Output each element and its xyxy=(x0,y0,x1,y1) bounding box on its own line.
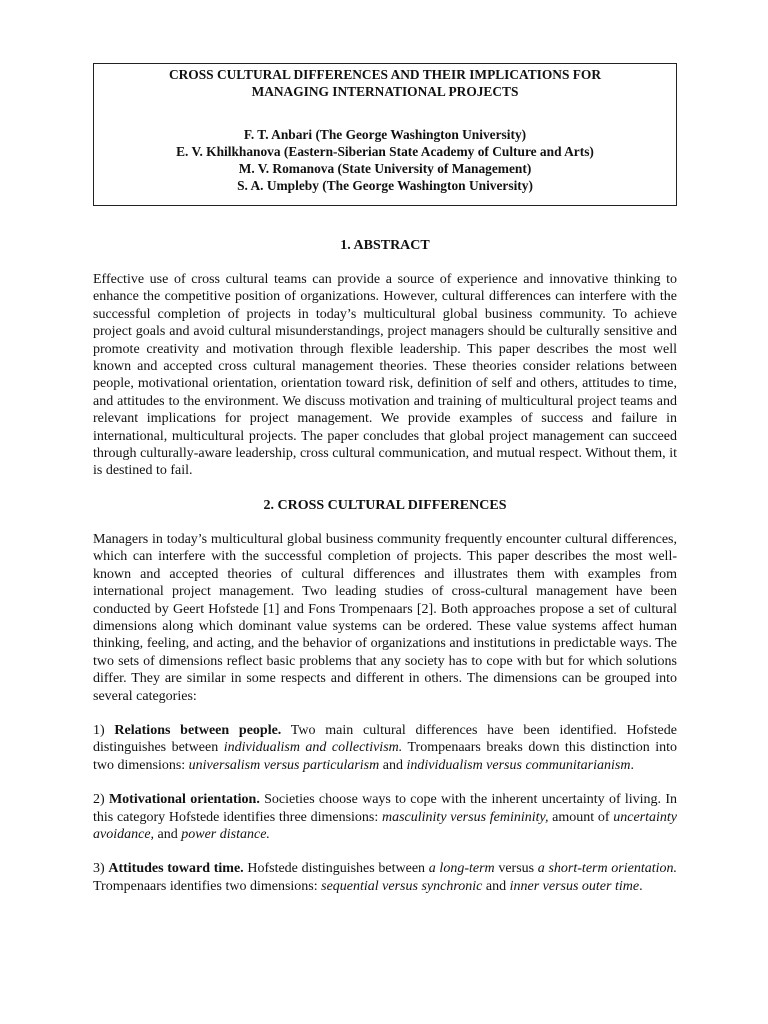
item-italic-term: a long-term xyxy=(428,861,495,877)
paper-title-line-2: MANAGING INTERNATIONAL PROJECTS xyxy=(251,84,519,99)
item-text: Societies choose ways to cope with the inherent uncertainty of living. In this category Hofstede identifies three dimensions: xyxy=(93,792,677,825)
item-italic-term: individualism versus communitarianism xyxy=(406,757,631,773)
item-italic-term: inner versus outer time xyxy=(509,878,640,894)
item-title: Motivational orientation. xyxy=(108,792,260,808)
category-item-time xyxy=(93,860,677,895)
document-page xyxy=(93,63,677,895)
item-number: 3) xyxy=(93,861,109,877)
category-item-motivation xyxy=(93,791,677,843)
item-italic-term: uncertainty avoidance, xyxy=(93,809,678,842)
item-text: Hofstede distinguishes between xyxy=(243,861,429,877)
author-line: E. V. Khilkhanova (Eastern-Siberian State Academy of Culture and Arts) xyxy=(176,144,594,159)
author-line: M. V. Romanova (State University of Management) xyxy=(238,161,532,176)
item-text: amount of xyxy=(548,809,614,825)
title-block xyxy=(93,63,677,206)
item-italic-term: power distance. xyxy=(181,826,270,842)
paper-title-line-1: CROSS CULTURAL DIFFERENCES AND THEIR IMPLICATIONS FOR xyxy=(168,67,602,82)
item-title: Relations between people. xyxy=(114,722,282,738)
item-text: Trompenaars identifies two dimensions: xyxy=(93,878,322,894)
item-italic-term: masculinity versus femininity, xyxy=(381,809,549,825)
section-heading: 2. CROSS CULTURAL DIFFERENCES xyxy=(263,497,507,513)
item-number: 2) xyxy=(93,792,109,808)
author-line: F. T. Anbari (The George Washington University) xyxy=(243,127,527,142)
item-title: Attitudes toward time. xyxy=(108,861,244,877)
item-text: . xyxy=(630,757,634,773)
item-text: Trompenaars breaks down this distinction into two dimensions: xyxy=(93,740,677,773)
section-intro-paragraph: Managers in today’s multicultural global business community frequently encounter cultural differences, which can interfere with the successful completion of projects. This paper describes the most well-known and accepted theories of cultural differences and illustrates them with examples from international project management. Two leading studies of cross-cultural management have been conducted by Geert Hofstede [1] and Fons Trompenaars [2]. Both approaches propose a set of cultural dimensions along which dominant value systems can be ordered. These value systems affect human thinking, feeling, and acting, and the behavior of organizations and institutions in predictable ways. The two sets of dimensions reflect basic problems that any society has to cope with but for which solutions differ. They are similar in some respects and different in others. The dimensions can be grouped into several categories: xyxy=(93,531,677,704)
abstract-heading: 1. ABSTRACT xyxy=(340,238,430,253)
item-italic-term: sequential versus synchronic xyxy=(321,878,483,894)
item-text: and xyxy=(379,757,407,773)
item-italic-term: universalism versus particularism xyxy=(188,757,380,773)
item-italic-term: individualism and collectivism. xyxy=(223,740,403,756)
item-text: and xyxy=(154,826,182,842)
item-text: Two main cultural differences have been identified. Hofstede distinguishes between xyxy=(93,722,677,756)
author-line: S. A. Umpleby (The George Washington University) xyxy=(237,178,533,193)
item-italic-term: a short-term orientation. xyxy=(537,861,678,877)
category-item-relations xyxy=(93,722,677,774)
item-text: . xyxy=(639,878,643,894)
item-text: and xyxy=(482,878,510,894)
item-number: 1) xyxy=(93,722,115,738)
abstract-paragraph: Effective use of cross cultural teams can provide a source of experience and innovative thinking to enhance the competitive position of organizations. However, cultural differences can interfere with the successful completion of projects in today’s multicultural global business community. To achieve project goals and avoid cultural misunderstandings, project managers should be culturally sensitive and promote creativity and motivation through flexible leadership. This paper describes the most well known and accepted cross cultural management theories. These theories consider relations between people, motivational orientation, orientation toward risk, definition of self and others, attitudes to time, and attitudes to the environment. We discuss motivation and training of multicultural project teams and relevant implications for project management. We provide examples of success and failure in international, multicultural projects. The paper concludes that global project management can succeed through culturally-aware leadership, cross cultural communication, and mutual respect. Without them, it is destined to fail. xyxy=(93,272,677,479)
item-text: versus xyxy=(494,861,538,877)
